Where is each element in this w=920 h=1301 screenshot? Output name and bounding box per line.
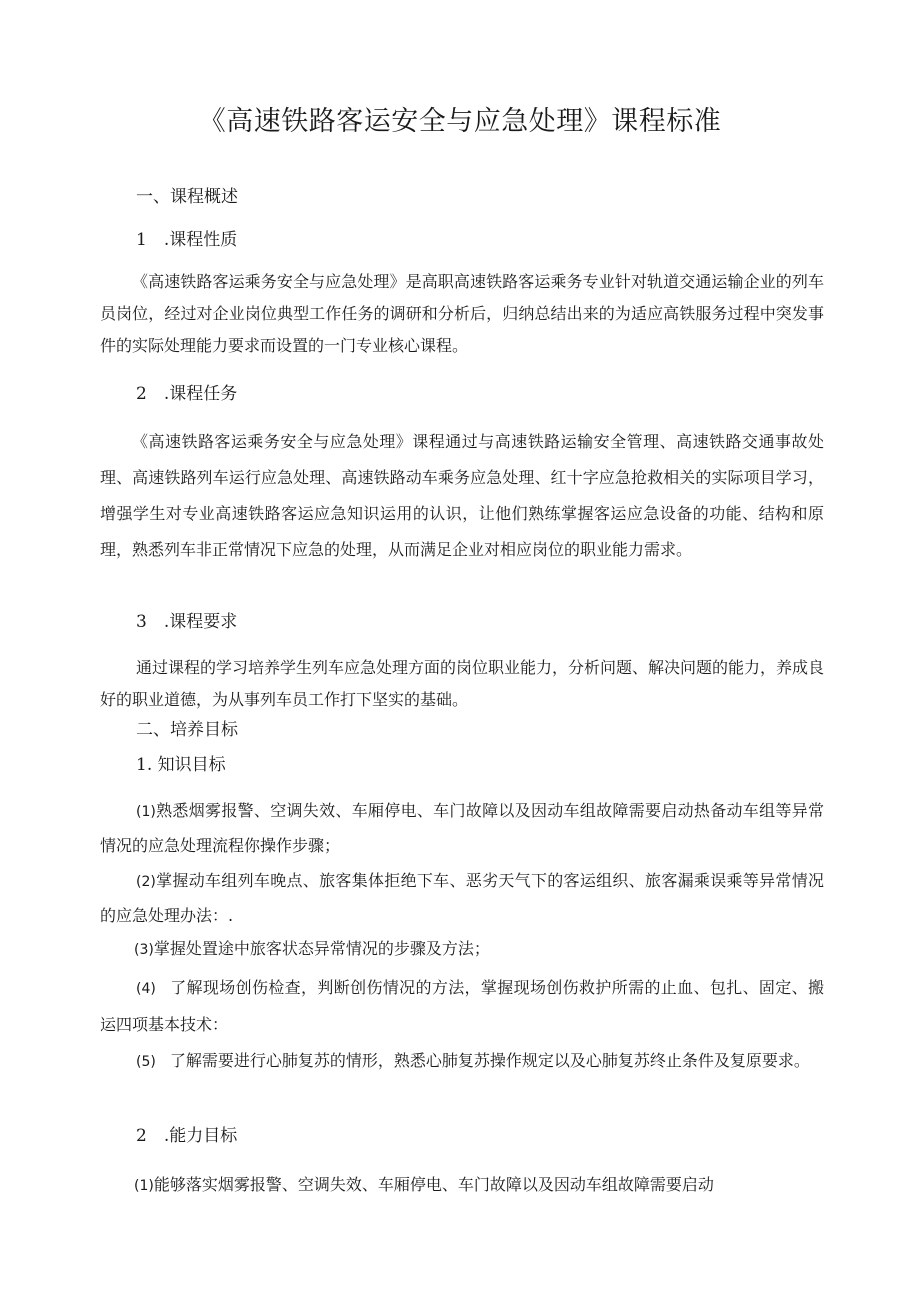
- knowledge-item: [100, 794, 824, 863]
- knowledge-item: [100, 970, 824, 1043]
- subheading-course-requirement: 3 .课程要求: [136, 612, 238, 632]
- item-text: 了解现场创伤检查，判断创伤情况的方法，掌握现场创伤救护所需的止血、包扎、固定、搬运四项基本技术：: [100, 978, 824, 1034]
- knowledge-item: [100, 1043, 824, 1080]
- subheading-course-task: 2 .课程任务: [136, 384, 238, 404]
- item-number: (4): [136, 981, 156, 997]
- item-text: 熟悉烟雾报警、空调失效、车厢停电、车门故障以及因动车组故障需要启动热备动车组等异常情况的应急处理流程你操作步骤；: [100, 801, 824, 855]
- subheading-ability-objectives: 2 .能力目标: [136, 1126, 238, 1146]
- item-text: 了解需要进行心肺复苏的情形，熟悉心肺复苏操作规定以及心肺复苏终止条件及复原要求。: [169, 1051, 810, 1070]
- item-number: (5): [136, 1054, 156, 1070]
- subheading-knowledge-objectives: 1. 知识目标: [136, 755, 226, 775]
- item-number: (1): [134, 1178, 154, 1194]
- section-heading-objectives: 二、培养目标: [136, 720, 238, 740]
- item-text: 能够落实烟雾报警、空调失效、车厢停电、车门故障以及因动车组故障需要启动: [153, 1175, 714, 1194]
- item-number: (2): [136, 874, 156, 890]
- paragraph-course-requirement: 通过课程的学习培养学生列车应急处理方面的岗位职业能力，分析问题、解决问题的能力，养成良好的职业道德，为从事列车员工作打下坚实的基础。: [100, 658, 825, 709]
- paragraph-course-task: 《高速铁路客运乘务安全与应急处理》课程通过与高速铁路运输安全管理、高速铁路交通事故处理、高速铁路列车运行应急处理、高速铁路动车乘务应急处理、红十字应急抢救相关的实际项目学习，增强学生对专业高速铁路客运应急知识运用的认识，让他们熟练掌握客运应急设备的功能、结构和原理，熟悉列车非正常情况下应急的处理，从而满足企业对相应岗位的职业能力需求。: [100, 432, 824, 559]
- section-heading-overview: 一、课程概述: [136, 187, 238, 207]
- item-text: 掌握处置途中旅客状态异常情况的步骤及方法；: [153, 939, 490, 958]
- subheading-course-nature: 1 .课程性质: [136, 230, 238, 250]
- knowledge-item: [100, 932, 824, 967]
- document-title: 《高速铁路客运安全与应急处理》课程标准: [198, 106, 722, 137]
- paragraph-course-nature: 《高速铁路客运乘务安全与应急处理》是高职高速铁路客运乘务专业针对轨道交通运输企业的列车员岗位，经过对企业岗位典型工作任务的调研和分析后，归纳总结出来的为适应高铁服务过程中突发事件的实际处理能力要求而设置的一门专业核心课程。: [100, 272, 824, 355]
- item-text: 掌握动车组列车晚点、旅客集体拒绝下车、恶劣天气下的客运组织、旅客漏乘误乘等异常情况的应急处理办法：.: [100, 871, 824, 925]
- item-number: (1): [136, 804, 156, 820]
- knowledge-item: [100, 864, 824, 933]
- item-number: (3): [134, 942, 154, 958]
- ability-item: [100, 1168, 824, 1203]
